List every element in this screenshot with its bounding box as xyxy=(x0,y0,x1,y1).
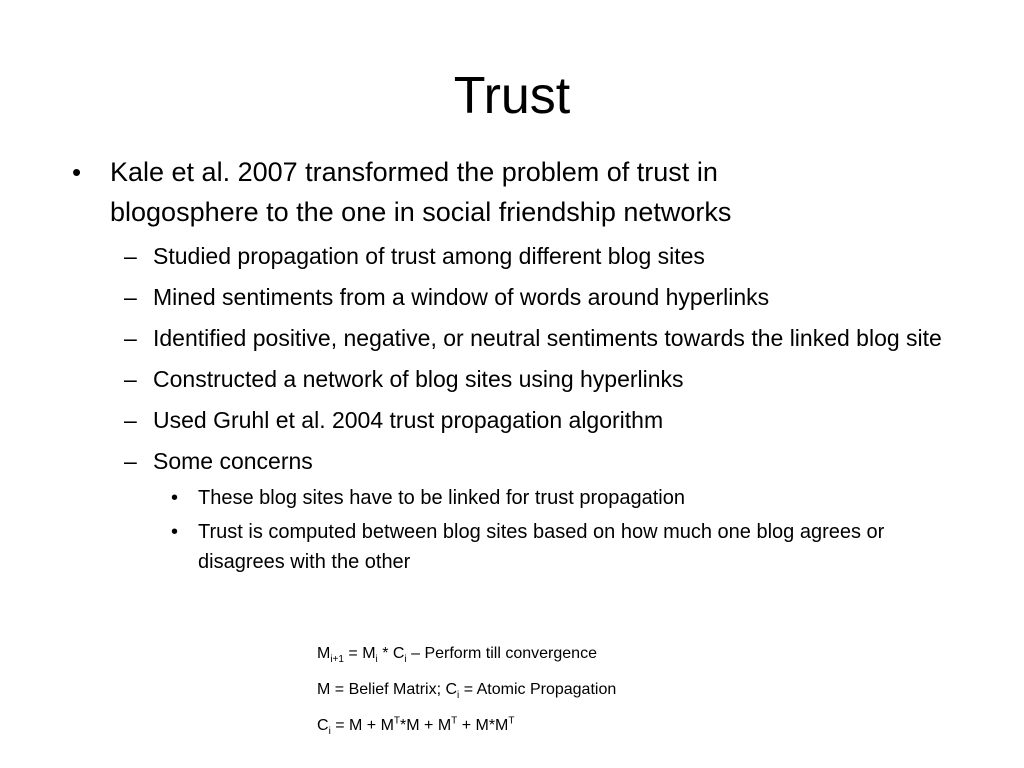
dash-icon: – xyxy=(124,325,137,351)
dash-icon: – xyxy=(124,366,137,392)
bullet-text: Constructed a network of blog sites using hyperlinks xyxy=(153,366,684,392)
bullet-item-level1 xyxy=(0,152,850,232)
dash-icon: – xyxy=(124,407,137,433)
bullet-list xyxy=(0,152,1024,577)
slide-title: Trust xyxy=(453,67,571,125)
bullet-text: Identified positive, negative, or neutral sentiments towards the linked blog site xyxy=(153,325,942,351)
bullet-item-level2 xyxy=(0,281,973,313)
bullet-text: Used Gruhl et al. 2004 trust propagation algorithm xyxy=(153,407,664,433)
dash-icon: – xyxy=(124,284,137,310)
formula-definitions: M = Belief Matrix; $C_i$ = Atomic Propagation xyxy=(317,681,617,702)
bullet-item-level2 xyxy=(0,404,973,436)
bullet-text: Some concerns xyxy=(153,448,313,474)
bullet-item-level2 xyxy=(0,240,973,272)
dash-icon: – xyxy=(124,448,137,474)
bullet-text: These blog sites have to be linked for trust propagation xyxy=(198,487,685,509)
bullet-dot-icon: • xyxy=(171,487,179,509)
dash-icon: – xyxy=(124,243,137,269)
formula-atomic-propagation: $C_i = M + M^T*M + M^T + M*M^T$ xyxy=(317,715,515,738)
bullet-item-level2 xyxy=(0,322,973,354)
bullet-text: Trust is computed between blog sites based on how much one blog agrees or disagrees with the other xyxy=(198,521,885,573)
bullet-dot-icon: • xyxy=(171,521,179,543)
bullet-item-level3 xyxy=(0,483,928,513)
bullet-text: Kale et al. 2007 transformed the problem of trust in blogosphere to the one in social friendship networks xyxy=(110,157,732,227)
bullet-text: Studied propagation of trust among different blog sites xyxy=(153,243,705,269)
formula-block xyxy=(317,636,616,744)
bullet-item-level3 xyxy=(0,517,928,577)
formula-update-rule: $M_{i+1} = M_i * C_i$ – Perform till convergence xyxy=(317,645,597,666)
bullet-item-level2 xyxy=(0,363,973,395)
bullet-text: Mined sentiments from a window of words around hyperlinks xyxy=(153,284,770,310)
bullet-item-level2 xyxy=(0,445,973,477)
bullet-dot-icon: • xyxy=(72,157,82,187)
